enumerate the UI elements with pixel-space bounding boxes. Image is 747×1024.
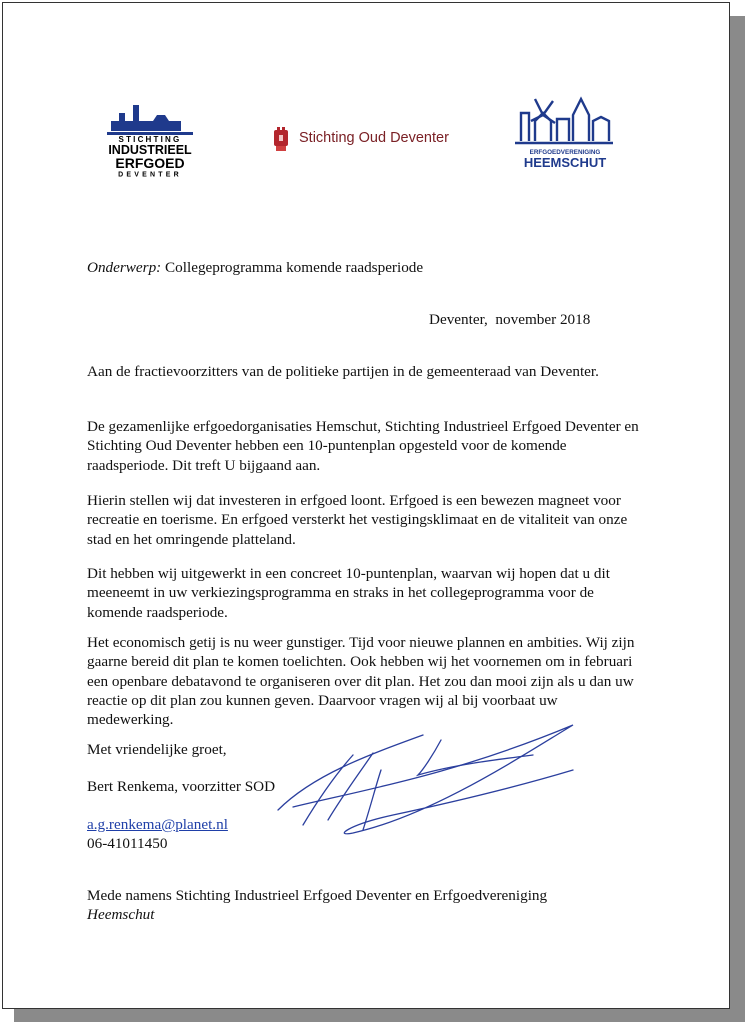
closing-note (87, 886, 607, 925)
sod-name: Stichting Oud Deventer (299, 130, 449, 146)
email-link[interactable]: a.g.renkema@planet.nl (87, 816, 228, 833)
body-paragraph-1: De gezamenlijke erfgoedorganisaties Hemschut, Stichting Industrieel Erfgoed Deventer en Stichting Oud Deventer hebben een 10-puntenplan opgesteld voor de komende raadsperiode. Dit treft U bijgaand aan. (87, 418, 639, 474)
body-paragraph-4: Het economisch getij is nu weer gunstiger. Tijd voor nieuwe plannen en ambities. Wij zijn gaarne bereid dit plan te komen toelichten. Ook hebben wij het voornemen om in februari een openbare debatavond te organiseren over dit plan. Het zou dan mooi zijn als u dan uw reactie op dit plan zou kunnen geven. Daarvoor vragen wij al bij voorbaat uw medewerking. (87, 634, 635, 729)
sie-line-2: INDUSTRIEEL (108, 143, 192, 157)
closing-heemschut: Heemschut (87, 906, 155, 924)
letter-date: Deventer, november 2018 (429, 311, 591, 328)
sie-line-1: STICHTING (118, 135, 182, 144)
body-paragraph-3: Dit hebben wij uitgewerkt in een concreet 10-puntenplan, waarvan wij hopen dat u dit meeneemt in uw verkiezingsprogramma en straks in het collegeprogramma voor de komende raadsperiode. (87, 565, 610, 621)
phone-number: 06-41011450 (87, 835, 168, 852)
subject-label: Onderwerp: (87, 259, 162, 276)
subject-text: Collegeprogramma komende raadsperiode (161, 259, 424, 276)
sie-line-4: DEVENTER (118, 171, 182, 178)
subject-line (87, 258, 423, 277)
body-paragraph-2: Hierin stellen wij dat investeren in erfgoed loont. Erfgoed is een bewezen magneet voor recreatie en toerisme. En erfgoed versterkt het vestigingsklimaat en de vitaliteit van onze stad en het omringende platteland. (87, 492, 628, 548)
heemschut-top-label: ERFGOEDVERENIGING (529, 149, 601, 156)
greeting: Met vriendelijke groet, (87, 741, 227, 758)
addressee: Aan de fractievoorzitters van de politieke partijen in de gemeenteraad van Deventer. (87, 363, 599, 380)
letter-page (2, 2, 730, 1009)
sod-emblem-icon (271, 126, 295, 152)
handwritten-signature (273, 715, 583, 855)
heemschut-name: HEEMSCHUT (523, 155, 607, 170)
sie-line-3: ERFGOED (115, 155, 185, 171)
stichting-industrieel-erfgoed-logo (103, 103, 197, 178)
signer-name: Bert Renkema, voorzitter SOD (87, 778, 276, 795)
closing-text: Mede namens Stichting Industrieel Erfgoed Deventer en Erfgoedvereniging (87, 887, 548, 904)
heemschut-logo (513, 91, 617, 171)
stichting-oud-deventer-logo (271, 126, 461, 154)
